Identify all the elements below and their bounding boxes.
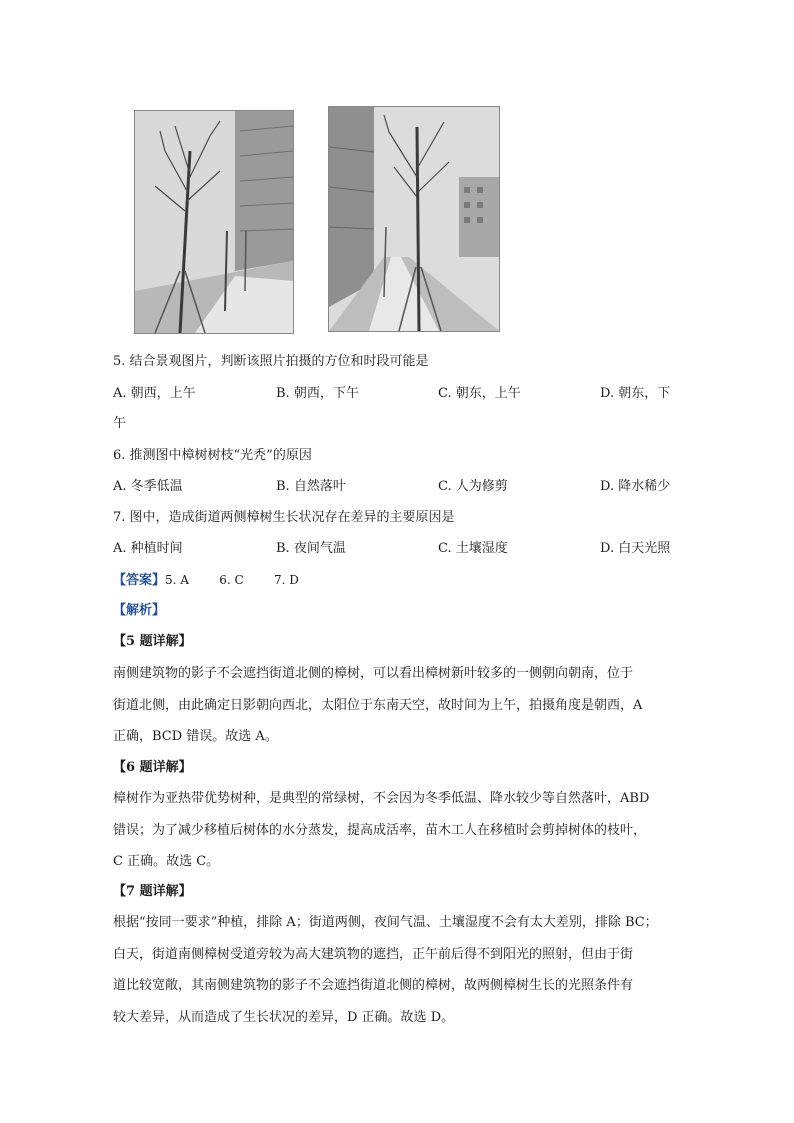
q5-option-d-wrap: 午 bbox=[113, 416, 127, 431]
street-photo-left bbox=[134, 110, 294, 334]
detail-5-title: 【5 题详解】 bbox=[113, 634, 192, 649]
question-5-stem: 5. 结合景观图片，判断该照片拍摄的方位和时段可能是 bbox=[113, 354, 429, 369]
detail-6-body bbox=[113, 783, 683, 878]
detail-7-line: 较大差异，从而造成了生长状况的差异，D 正确。故选 D。 bbox=[113, 1009, 455, 1025]
detail-7-line: 根据“按同一要求”种植，排除 A；街道两侧，夜间气温、土壤湿度不会有太大差别，排除 BC； bbox=[113, 915, 658, 930]
q5-option-c: C. 朝东，上午 bbox=[438, 386, 521, 401]
q6-option-d: D. 降水稀少 bbox=[600, 479, 671, 494]
detail-7-line: 道比较宽敞，其南侧建筑物的影子不会遮挡街道北侧的樟树，故两侧樟树生长的光照条件有 bbox=[113, 978, 634, 993]
answer-row bbox=[113, 570, 299, 591]
detail-7-line: 白天，街道南侧樟树受道旁较为高大建筑物的遮挡，正午前后得不到阳光的照射，但由于街 bbox=[113, 946, 634, 962]
question-7-stem: 7. 图中，造成街道两侧樟树生长状况存在差异的主要原因是 bbox=[113, 510, 455, 525]
q7-option-b: B. 夜间气温 bbox=[276, 541, 346, 556]
q5-option-a: A. 朝西，上午 bbox=[113, 386, 196, 401]
answer-7: 7. D bbox=[273, 573, 299, 587]
q6-option-b: B. 自然落叶 bbox=[276, 479, 346, 494]
q7-option-c: C. 土壤湿度 bbox=[438, 541, 508, 556]
answer-5: 5. A bbox=[165, 573, 189, 587]
answer-label: 【答案】 bbox=[113, 573, 166, 588]
question-6-stem: 6. 推测图中樟树树枝“光秃”的原因 bbox=[113, 448, 312, 463]
detail-6-title: 【6 题详解】 bbox=[113, 760, 192, 775]
detail-7-body bbox=[113, 907, 683, 1033]
q6-option-a: A. 冬季低温 bbox=[113, 479, 183, 494]
detail-5-line: 南侧建筑物的影子不会遮挡街道北侧的樟树，可以看出樟树新叶较多的一侧朝向朝南，位于 bbox=[113, 666, 634, 681]
detail-5-body bbox=[113, 658, 683, 753]
q5-option-d: D. 朝东，下 bbox=[600, 386, 671, 401]
answer-6: 6. C bbox=[219, 573, 244, 587]
detail-5-line: 街道北侧，由此确定日影朝向西北，太阳位于东南天空，故时间为上午，拍摄角度是朝西，A bbox=[113, 697, 643, 713]
street-photo-right bbox=[328, 106, 500, 332]
detail-6-line: 错误；为了减少移植后树体的水分蒸发，提高成活率，苗木工人在移植时会剪掉树体的枝叶， bbox=[113, 822, 647, 838]
q7-option-a: A. 种植时间 bbox=[113, 541, 183, 556]
detail-6-line: 樟树作为亚热带优势树种，是典型的常绿树，不会因为冬季低温、降水较少等自然落叶，ABD bbox=[113, 791, 650, 806]
detail-5-line: 正确，BCD 错误。故选 A。 bbox=[113, 729, 278, 744]
q6-option-c: C. 人为修剪 bbox=[438, 479, 508, 494]
analysis-label: 【解析】 bbox=[113, 603, 166, 618]
q5-option-b: B. 朝西，下午 bbox=[276, 386, 359, 401]
detail-7-title: 【7 题详解】 bbox=[113, 884, 192, 899]
detail-6-line: C 正确。故选 C。 bbox=[113, 854, 220, 869]
q7-option-d: D. 白天光照 bbox=[600, 541, 671, 556]
